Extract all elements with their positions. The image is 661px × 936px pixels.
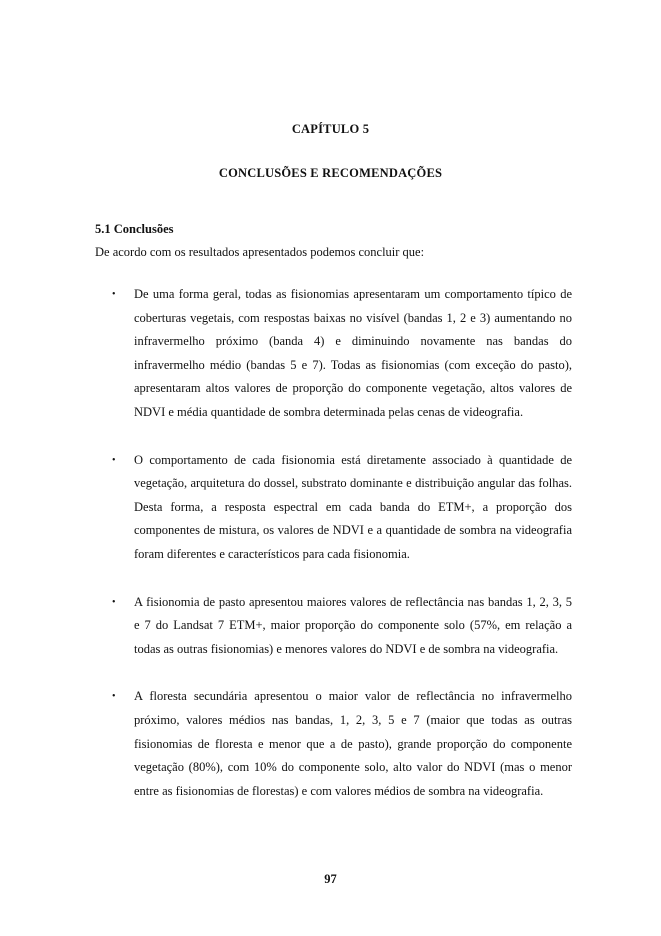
- list-item-text: A fisionomia de pasto apresentou maiores valores de reflectância nas bandas 1, 2, 3, 5 e 7 do Landsat 7 ETM+, maior proporção do componente solo (57%, em relação a todas as outras fisionomias) e menores valores do NDVI e de sombra na videografia.: [134, 594, 572, 656]
- list-item: [108, 685, 572, 803]
- list-item: [108, 283, 572, 425]
- bullet-icon: •: [112, 289, 116, 300]
- conclusions-list: [108, 283, 572, 827]
- list-item: [108, 449, 572, 567]
- list-item-text: A floresta secundária apresentou o maior valor de reflectância no infravermelho próximo, valores médios nas bandas, 1, 2, 3, 5 e 7 (maior que todas as outras fisionomias de floresta e menor que a de pasto), grande proporção do componente vegetação (80%), com 10% do componente solo, alto valor do NDVI (mas o menor entre as fisionomias de florestas) e com valores médios de sombra na videografia.: [134, 689, 572, 798]
- bullet-icon: •: [112, 596, 116, 608]
- bullet-icon: •: [112, 691, 116, 703]
- bullet-icon: •: [112, 454, 116, 466]
- chapter-subtitle: CONCLUSÕES E RECOMENDAÇÕES: [218, 166, 443, 180]
- list-item: [108, 591, 572, 662]
- page-number: 97: [324, 872, 337, 886]
- section-heading: 5.1 Conclusões: [95, 222, 174, 236]
- chapter-title: CAPÍTULO 5: [291, 122, 370, 136]
- intro-paragraph: De acordo com os resultados apresentados podemos concluir que:: [95, 245, 425, 259]
- list-item-text: O comportamento de cada fisionomia está diretamente associado à quantidade de vegetação, arquitetura do dossel, substrato dominante e distribuição angular das folhas. Desta forma, a resposta espectral em cada banda do ETM+, a proporção dos componentes de mistura, os valores de NDVI e a quantidade de sombra na videografia foram diferentes e característicos para cada fisionomia.: [134, 452, 572, 561]
- list-item-text: De uma forma geral, todas as fisionomias apresentaram um comportamento típico de coberturas vegetais, com respostas baixas no visível (bandas 1, 2 e 3) aumentando no infravermelho próximo (banda 4) e diminuindo novamente nas bandas do infravermelho médio (bandas 5 e 7). Todas as fisionomias (com exceção do pasto), apresentaram altos valores de proporção do componente vegetação, altos valores de NDVI e média quantidade de sombra determinada pelas cenas de videografia.: [134, 287, 572, 419]
